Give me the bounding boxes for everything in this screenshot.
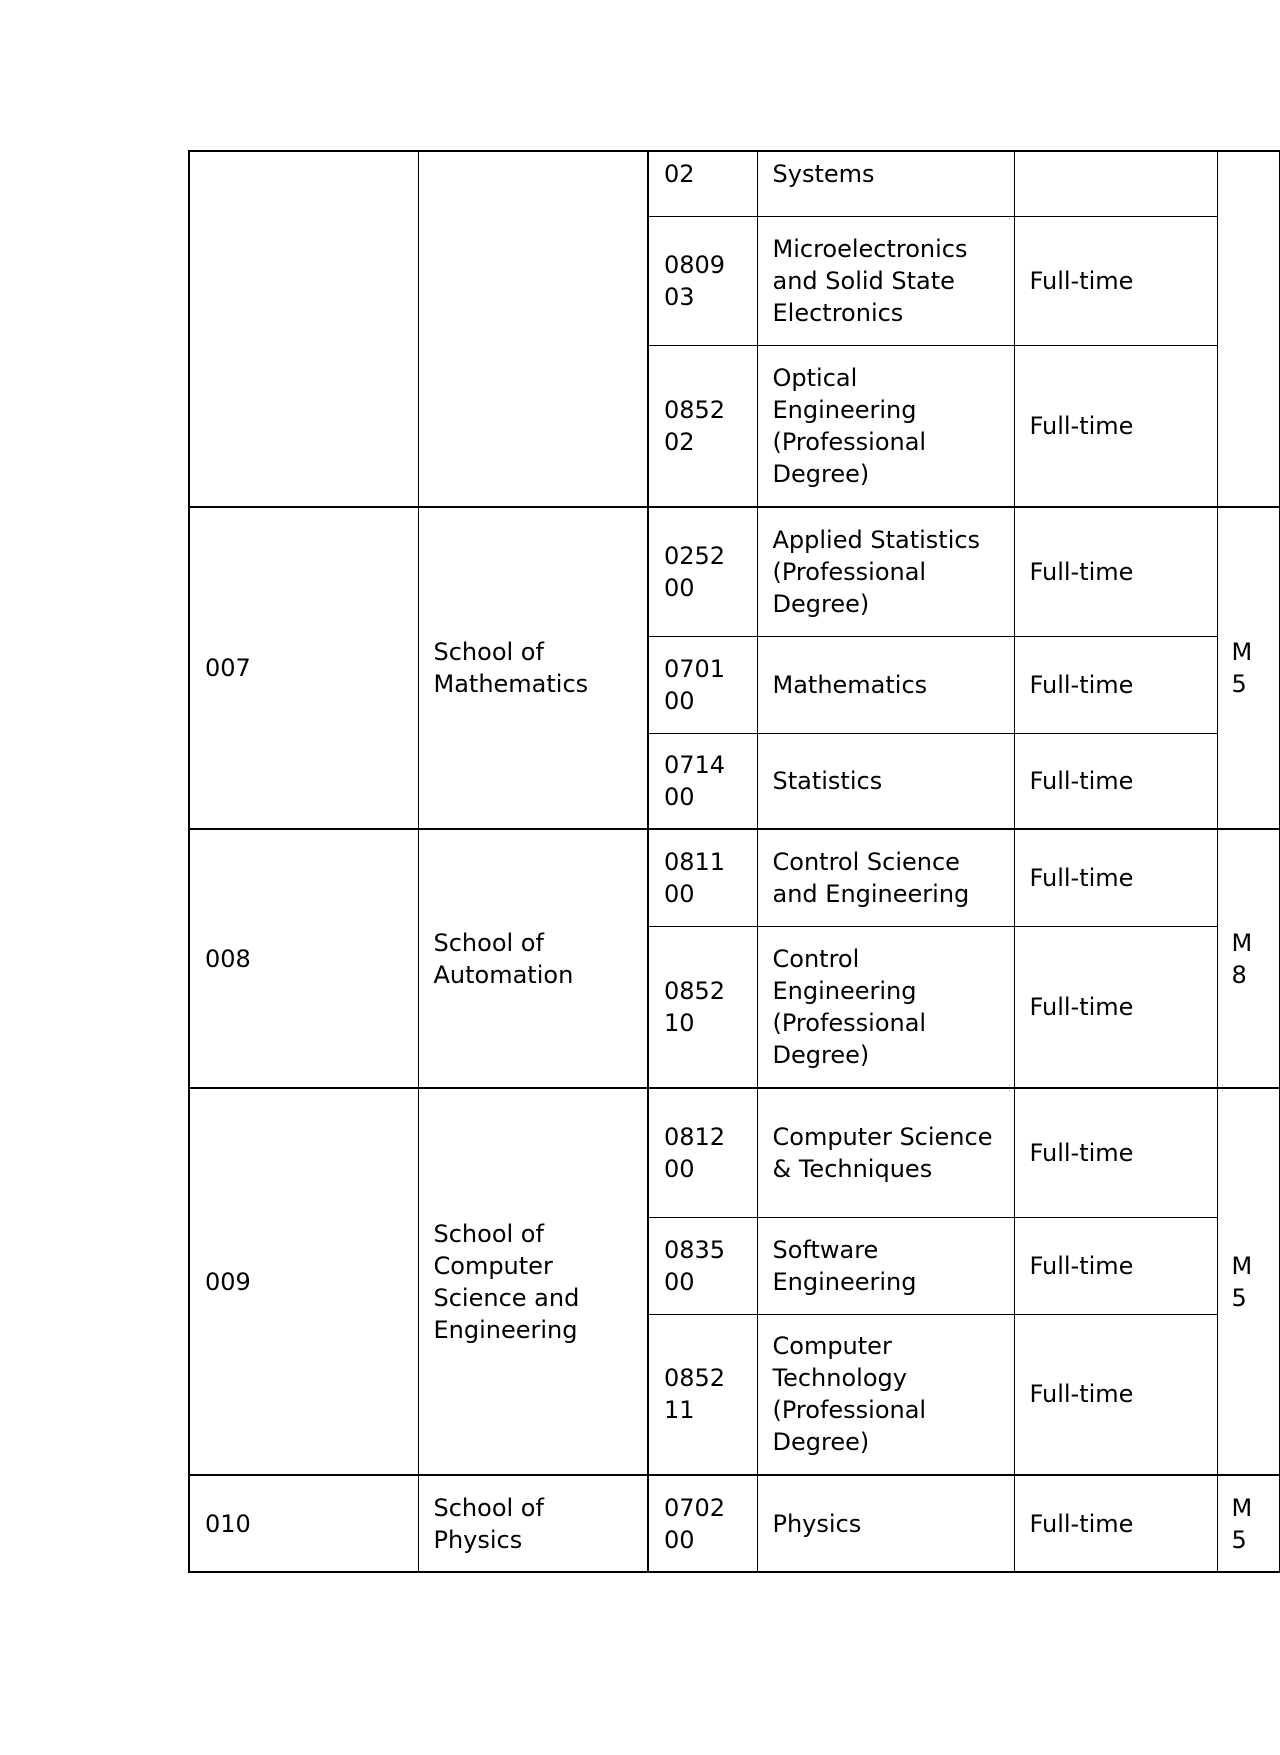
table-row xyxy=(189,1088,1279,1217)
major-code-cell: 0852 02 xyxy=(648,345,757,507)
study-mode-cell: Full-time xyxy=(1014,636,1217,733)
school-name-cell: School of Physics xyxy=(418,1475,648,1572)
study-mode-cell: Full-time xyxy=(1014,1088,1217,1217)
study-mode-cell: Full-time xyxy=(1014,1314,1217,1475)
study-mode-cell xyxy=(1014,151,1217,216)
major-name-cell: Microelectronics and Solid State Electronics xyxy=(757,216,1014,345)
major-code-cell: 0714 00 xyxy=(648,733,757,829)
major-name-cell: Statistics xyxy=(757,733,1014,829)
school-name-cell: School of Mathematics xyxy=(418,507,648,829)
major-code-cell: 0811 00 xyxy=(648,829,757,926)
exam-subject-cell: M 8 xyxy=(1217,829,1279,1088)
study-mode-cell: Full-time xyxy=(1014,926,1217,1088)
study-mode-cell: Full-time xyxy=(1014,216,1217,345)
school-code-cell: 010 xyxy=(189,1475,418,1572)
major-name-cell: Control Science and Engineering xyxy=(757,829,1014,926)
study-mode-cell: Full-time xyxy=(1014,1217,1217,1314)
school-code-cell: 007 xyxy=(189,507,418,829)
school-code-cell: 009 xyxy=(189,1088,418,1475)
table-row xyxy=(189,507,1279,636)
major-code-cell: 0702 00 xyxy=(648,1475,757,1572)
study-mode-cell: Full-time xyxy=(1014,829,1217,926)
major-code-cell: 0835 00 xyxy=(648,1217,757,1314)
exam-subject-cell: M 5 xyxy=(1217,507,1279,829)
exam-subject-cell: M 5 xyxy=(1217,1475,1279,1572)
school-name-cell: School of Computer Science and Engineering xyxy=(418,1088,648,1475)
major-code-cell: 0812 00 xyxy=(648,1088,757,1217)
major-name-cell: Software Engineering xyxy=(757,1217,1014,1314)
major-code-cell: 0252 00 xyxy=(648,507,757,636)
major-code-cell: 0852 11 xyxy=(648,1314,757,1475)
exam-subject-cell: M 5 xyxy=(1217,1088,1279,1475)
exam-subject-cell xyxy=(1217,151,1279,507)
major-code-cell: 0852 10 xyxy=(648,926,757,1088)
school-code-cell xyxy=(189,151,418,507)
school-name-cell xyxy=(418,151,648,507)
study-mode-cell: Full-time xyxy=(1014,345,1217,507)
major-code-cell: 02 xyxy=(648,151,757,216)
study-mode-cell: Full-time xyxy=(1014,733,1217,829)
major-name-cell: Applied Statistics (Professional Degree) xyxy=(757,507,1014,636)
major-name-cell: Control Engineering (Professional Degree) xyxy=(757,926,1014,1088)
school-code-cell: 008 xyxy=(189,829,418,1088)
table-row xyxy=(189,151,1279,216)
table-row xyxy=(189,829,1279,926)
major-name-cell: Systems xyxy=(757,151,1014,216)
table-row xyxy=(189,1475,1279,1572)
major-name-cell: Optical Engineering (Professional Degree) xyxy=(757,345,1014,507)
major-name-cell: Mathematics xyxy=(757,636,1014,733)
major-name-cell: Computer Science & Techniques xyxy=(757,1088,1014,1217)
study-mode-cell: Full-time xyxy=(1014,1475,1217,1572)
major-code-cell: 0809 03 xyxy=(648,216,757,345)
major-name-cell: Physics xyxy=(757,1475,1014,1572)
study-mode-cell: Full-time xyxy=(1014,507,1217,636)
school-name-cell: School of Automation xyxy=(418,829,648,1088)
programs-table xyxy=(188,150,1280,1573)
major-code-cell: 0701 00 xyxy=(648,636,757,733)
major-name-cell: Computer Technology (Professional Degree) xyxy=(757,1314,1014,1475)
